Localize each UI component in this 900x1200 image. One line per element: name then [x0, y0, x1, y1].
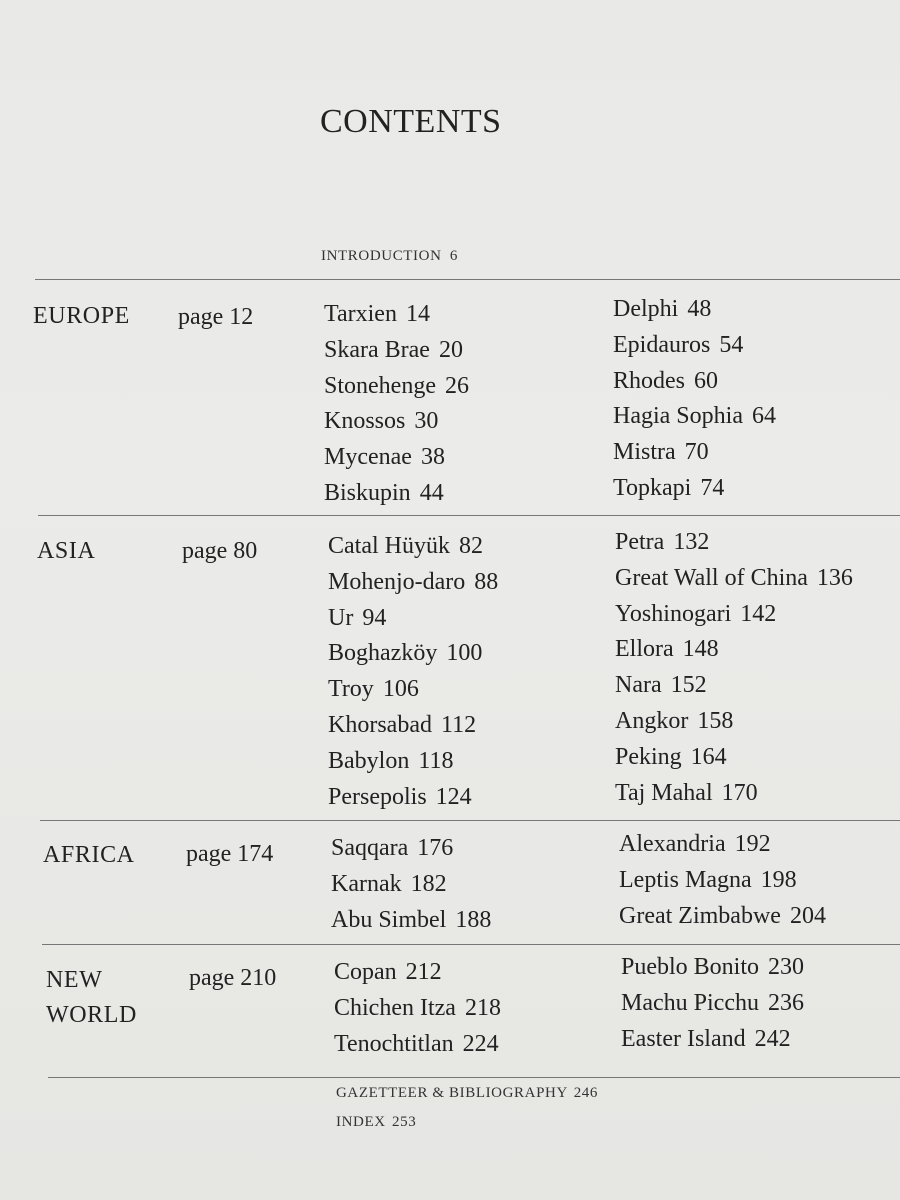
entry-name: Chichen Itza: [334, 994, 456, 1021]
entry-name: Khorsabad: [328, 711, 432, 738]
entry-page: 48: [687, 296, 712, 322]
toc-entry[interactable]: [324, 404, 469, 440]
entry-page: 218: [464, 994, 501, 1021]
entry-name: Knossos: [324, 408, 406, 435]
entry-name: Alexandria: [619, 831, 726, 857]
entry-name: Stonehenge: [324, 372, 436, 399]
entry-name: Biskupin: [324, 479, 411, 506]
entry-name: Yoshinogari: [615, 600, 732, 627]
toc-entry[interactable]: [328, 780, 498, 816]
entry-page: 118: [418, 747, 454, 774]
toc-entry[interactable]: [331, 867, 491, 903]
entry-page: 242: [754, 1025, 791, 1052]
entry-name: Delphi: [613, 296, 679, 322]
region-page-label: page 210: [189, 965, 277, 991]
region-page-label: page 80: [182, 538, 258, 564]
toc-entry[interactable]: [328, 529, 498, 565]
index-entry[interactable]: [336, 1114, 416, 1131]
toc-entry[interactable]: [324, 297, 469, 333]
toc-entry[interactable]: [324, 476, 469, 512]
toc-entry[interactable]: [331, 831, 491, 867]
entry-name: Machu Picchu: [621, 989, 759, 1016]
entry-name: Tenochtitlan: [334, 1030, 454, 1057]
right-entry-list: [621, 950, 804, 1057]
entry-name: Petra: [615, 529, 665, 555]
toc-entry[interactable]: [619, 863, 826, 899]
region-page-label: page 12: [178, 304, 254, 330]
entry-page: 142: [740, 600, 777, 627]
toc-entry[interactable]: [619, 899, 826, 935]
entry-page: 38: [420, 444, 445, 471]
region-heading: [46, 963, 137, 1033]
toc-entry[interactable]: [619, 827, 826, 863]
entry-name: Nara: [615, 672, 662, 699]
gazetteer-page: 246: [573, 1085, 599, 1101]
introduction-page: 6: [449, 248, 458, 264]
entry-name: Ellora: [615, 636, 674, 663]
entry-name: Saqqara: [331, 835, 409, 861]
entry-page: 136: [816, 564, 853, 591]
entry-page: 132: [673, 529, 710, 555]
toc-entry[interactable]: [328, 565, 498, 601]
toc-entry[interactable]: [324, 333, 469, 369]
entry-name: Troy: [328, 676, 374, 703]
divider-rule: [42, 944, 900, 945]
entry-page: 74: [700, 474, 725, 501]
entry-page: 54: [719, 331, 744, 358]
entry-name: Mohenjo-daro: [328, 568, 466, 595]
toc-entry[interactable]: [615, 632, 853, 668]
entry-name: Mycenae: [324, 444, 412, 471]
left-entry-list: [334, 955, 501, 1062]
entry-page: 106: [382, 676, 419, 703]
entry-name: Rhodes: [613, 367, 685, 394]
toc-entry[interactable]: [621, 1022, 804, 1058]
toc-entry[interactable]: [324, 369, 469, 405]
toc-entry[interactable]: [613, 435, 776, 471]
toc-entry[interactable]: [331, 903, 491, 939]
toc-entry[interactable]: [615, 740, 853, 776]
left-entry-list: [328, 529, 498, 815]
entry-page: 100: [446, 640, 483, 667]
entry-name: Great Wall of China: [615, 564, 808, 591]
entry-name: Persepolis: [328, 783, 427, 810]
toc-entry[interactable]: [328, 708, 498, 744]
divider-rule: [35, 279, 900, 280]
entry-page: 188: [455, 906, 492, 933]
toc-entry[interactable]: [615, 525, 853, 561]
entry-page: 230: [768, 954, 805, 980]
divider-rule: [40, 820, 900, 821]
toc-entry[interactable]: [328, 672, 498, 708]
toc-entry[interactable]: [615, 776, 853, 812]
region-heading: EUROPE: [33, 303, 130, 329]
toc-entry[interactable]: [613, 471, 776, 507]
toc-entry[interactable]: [334, 955, 501, 991]
entry-name: Leptis Magna: [619, 866, 752, 893]
region-page-label: page 174: [186, 841, 274, 867]
entry-page: 164: [690, 743, 727, 770]
toc-entry[interactable]: [324, 440, 469, 476]
toc-entry[interactable]: [615, 668, 853, 704]
toc-entry[interactable]: [613, 399, 776, 435]
entry-name: Tarxien: [324, 301, 397, 327]
page-title: CONTENTS: [320, 103, 502, 140]
entry-page: 148: [682, 636, 719, 663]
entry-page: 198: [760, 866, 797, 893]
right-entry-list: [613, 292, 776, 507]
entry-name: Great Zimbabwe: [619, 902, 781, 929]
entry-page: 20: [438, 336, 463, 363]
toc-entry[interactable]: [615, 704, 853, 740]
entry-page: 212: [405, 959, 442, 985]
entry-page: 224: [462, 1030, 499, 1057]
entry-page: 44: [419, 479, 444, 506]
entry-page: 204: [789, 902, 826, 929]
introduction-entry[interactable]: [321, 248, 458, 265]
toc-entry[interactable]: [328, 744, 498, 780]
entry-name: Boghazköy: [328, 640, 438, 667]
entry-name: Easter Island: [621, 1025, 746, 1052]
region-heading: ASIA: [37, 538, 96, 564]
entry-name: Babylon: [328, 747, 410, 774]
toc-entry[interactable]: [334, 1027, 501, 1063]
entry-name: Skara Brae: [324, 336, 430, 363]
entry-name: Topkapi: [613, 474, 692, 501]
toc-entry[interactable]: [615, 561, 853, 597]
entry-page: 236: [767, 989, 804, 1016]
entry-name: Pueblo Bonito: [621, 954, 760, 980]
toc-entry[interactable]: [328, 636, 498, 672]
entry-page: 192: [734, 831, 771, 857]
entry-name: Catal Hüyük: [328, 533, 450, 559]
toc-entry[interactable]: [621, 950, 804, 986]
toc-entry[interactable]: [328, 601, 498, 637]
toc-entry[interactable]: [613, 292, 776, 328]
divider-rule: [48, 1077, 900, 1078]
entry-name: Mistra: [613, 439, 676, 466]
entry-page: 64: [751, 403, 776, 430]
left-entry-list: [324, 297, 469, 512]
toc-entry[interactable]: [621, 986, 804, 1022]
entry-page: 176: [417, 835, 454, 861]
entry-page: 88: [474, 568, 499, 595]
index-label: INDEX: [336, 1114, 386, 1130]
right-entry-list: [615, 525, 853, 811]
entry-name: Peking: [615, 743, 682, 770]
entry-page: 112: [440, 711, 477, 738]
entry-page: 124: [435, 783, 472, 810]
region-heading-line: NEW: [46, 967, 103, 993]
gazetteer-entry[interactable]: [336, 1085, 598, 1102]
entry-page: 182: [410, 870, 447, 897]
toc-entry[interactable]: [613, 364, 776, 400]
entry-page: 30: [414, 408, 439, 435]
region-heading-line: WORLD: [46, 1002, 137, 1028]
left-entry-list: [331, 831, 491, 938]
entry-page: 158: [697, 707, 734, 734]
entry-name: Karnak: [331, 870, 402, 897]
entry-name: Copan: [334, 959, 397, 985]
entry-name: Ur: [328, 604, 354, 631]
index-page: 253: [392, 1114, 417, 1130]
entry-page: 82: [458, 533, 483, 559]
right-entry-list: [619, 827, 826, 934]
entry-name: Taj Mahal: [615, 779, 713, 806]
entry-name: Abu Simbel: [331, 906, 447, 933]
toc-entry[interactable]: [613, 328, 776, 364]
divider-rule: [38, 515, 900, 516]
toc-entry[interactable]: [615, 597, 853, 633]
entry-page: 94: [362, 604, 387, 631]
entry-name: Angkor: [615, 707, 689, 734]
entry-page: 14: [405, 301, 430, 327]
region-heading: AFRICA: [43, 842, 135, 868]
entry-page: 26: [444, 372, 469, 399]
entry-page: 170: [721, 779, 758, 806]
entry-page: 70: [684, 439, 709, 466]
entry-name: Epidauros: [613, 331, 711, 358]
entry-page: 152: [670, 672, 707, 699]
introduction-label: INTRODUCTION: [321, 248, 442, 264]
entry-page: 60: [694, 367, 718, 394]
gazetteer-label: GAZETTEER & BIBLIOGRAPHY: [336, 1085, 568, 1101]
toc-entry[interactable]: [334, 991, 501, 1027]
entry-name: Hagia Sophia: [613, 403, 743, 430]
